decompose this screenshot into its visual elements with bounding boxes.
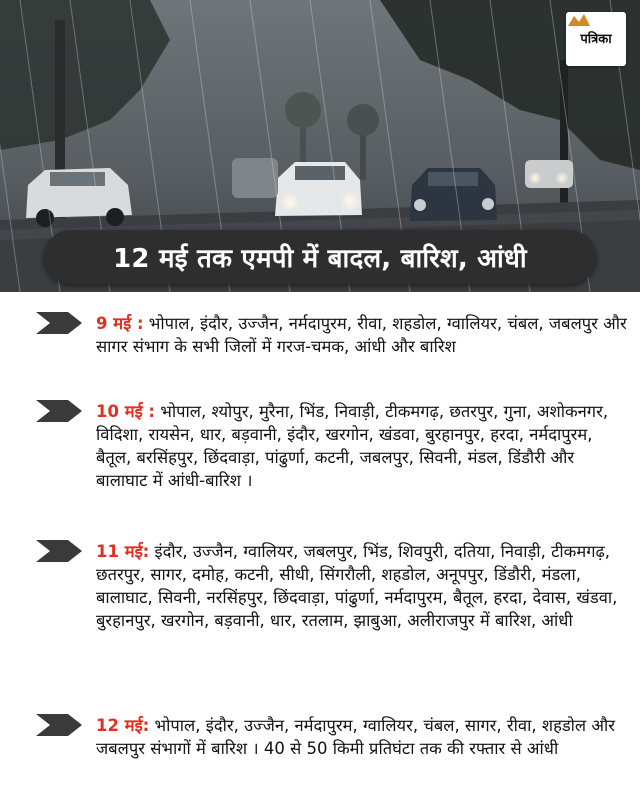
forecast-text xyxy=(96,312,628,358)
forecast-date: 11 मई: xyxy=(96,542,150,561)
forecast-date: 12 मई: xyxy=(96,716,150,735)
patrika-logo xyxy=(566,12,626,66)
chevron-right-icon xyxy=(36,714,82,736)
chevron-right-icon xyxy=(36,312,82,334)
car-far-left xyxy=(232,158,278,198)
forecast-text xyxy=(96,714,628,760)
forecast-text xyxy=(96,540,628,632)
forecast-item-9-may xyxy=(32,312,628,358)
headline-title: 12 मई तक एमपी में बादल, बारिश, आंधी xyxy=(113,244,527,274)
car-far-right xyxy=(525,160,573,188)
logo-text: पत्रिका xyxy=(580,31,612,47)
car-suv xyxy=(410,168,497,221)
chevron-right-icon xyxy=(36,400,82,422)
forecast-date: 10 मई : xyxy=(96,402,156,421)
chevron-right-icon xyxy=(36,540,82,562)
rainy-street-photo xyxy=(0,0,640,292)
forecast-date: 9 मई : xyxy=(96,314,144,333)
patrika-emblem-icon xyxy=(566,12,592,28)
forecast-regions: भोपाल, श्योपुर, मुरैना, भिंड, निवाड़ी, टीकमगढ़, छतरपुर, गुना, अशोकनगर, विदिशा, रायसेन, धार, बड़वानी, इंदौर, खरगोन, खंडवा, बुरहानपुर, हरदा, नर्मदापुरम, बैतूल, बरसिंहपुर, छिंदवाड़ा, पांढुर्णा, कटनी, जबलपुर, सिवनी, मंडल, डिंडौरी और बालाघाट में आंधी-बारिश । xyxy=(96,402,609,490)
forecast-item-10-may xyxy=(32,400,628,492)
car-center xyxy=(275,162,362,216)
forecast-item-12-may xyxy=(32,714,628,760)
forecast-item-11-may xyxy=(32,540,628,632)
headline-banner xyxy=(44,230,596,284)
forecast-text xyxy=(96,400,628,492)
forecast-regions: भोपाल, इंदौर, उज्जैन, नर्मदापुरम, ग्वालियर, चंबल, सागर, रीवा, शहडोल और जबलपुर संभागों में बारिश । 40 से 50 किमी प्रतिघंटा तक की रफ्तार से आंधी xyxy=(96,716,615,758)
forecast-regions: भोपाल, इंदौर, उज्जैन, नर्मदापुरम, रीवा, शहडोल, ग्वालियर, चंबल, जबलपुर और सागर संभाग के सभी जिलों में गरज-चमक, आंधी और बारिश xyxy=(96,314,627,356)
forecast-regions: इंदौर, उज्जैन, ग्वालियर, जबलपुर, भिंड, शिवपुरी, दतिया, निवाड़ी, टीकमगढ़, छतरपुर, सागर, दमोह, कटनी, सीधी, सिंगरौली, शहडोल, अनूपपुर, डिंडौरी, मंडला, बालाघाट, सिवनी, नरसिंहपुर, छिंदवाड़ा, पांढुर्णा, नर्मदापुरम, बैतूल, हरदा, देवास, खंडवा, बुरहानपुर, खरगोन, बड़वानी, धार, रतलाम, झाबुआ, अलीराजपुर में बारिश, आंधी xyxy=(96,542,618,630)
